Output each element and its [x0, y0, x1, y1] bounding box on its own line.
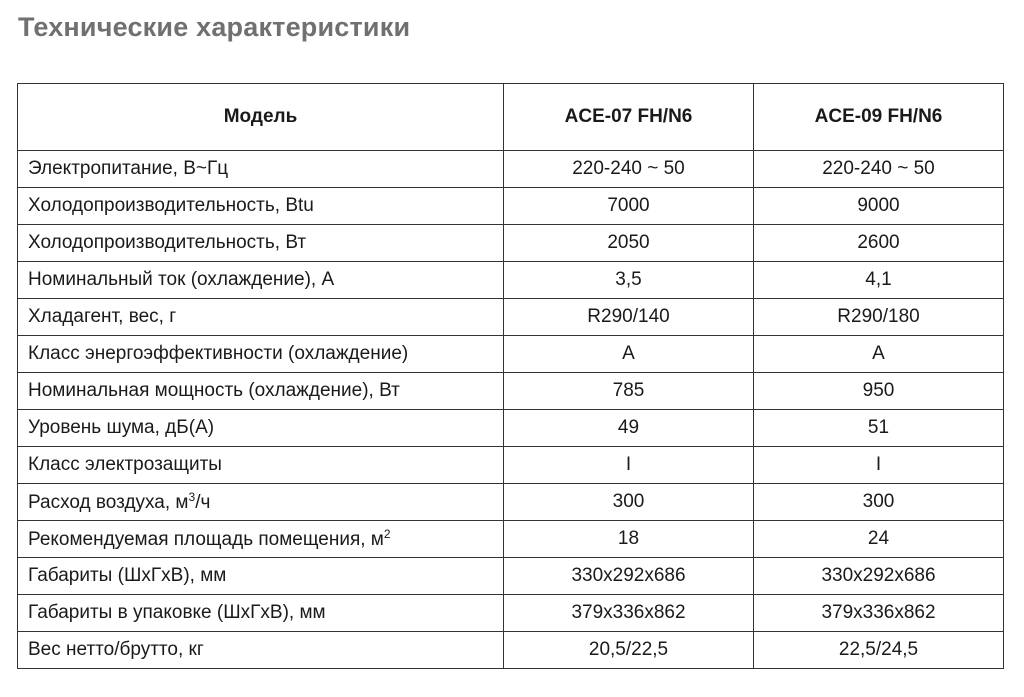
value-model-2: 2600	[754, 225, 1004, 262]
row-label-text: Электропитание, В~Гц	[28, 158, 229, 179]
value-model-1: 49	[504, 410, 754, 447]
row-label	[18, 188, 504, 225]
row-label	[18, 521, 504, 558]
table-row	[18, 410, 1004, 447]
row-label-text: Вес нетто/брутто, кг	[28, 639, 204, 660]
row-label	[18, 262, 504, 299]
row-label	[18, 595, 504, 632]
value-model-1: 220-240 ~ 50	[504, 151, 754, 188]
row-label-text: Номинальный ток (охлаждение), А	[28, 269, 335, 290]
value-model-1: I	[504, 447, 754, 484]
value-model-2: 24	[754, 521, 1004, 558]
header-model-1: ACE-07 FH/N6	[504, 84, 754, 151]
row-label	[18, 484, 504, 521]
row-label-text: Номинальная мощность (охлаждение), Вт	[28, 380, 400, 401]
unit-superscript: 3	[188, 490, 196, 504]
table-row	[18, 595, 1004, 632]
value-model-1: 7000	[504, 188, 754, 225]
value-model-1: 2050	[504, 225, 754, 262]
value-model-2: 4,1	[754, 262, 1004, 299]
row-label	[18, 558, 504, 595]
value-model-1: 20,5/22,5	[504, 632, 754, 669]
page-title: Технические характеристики	[18, 12, 411, 42]
value-model-1: 3,5	[504, 262, 754, 299]
value-model-1: 379x336x862	[504, 595, 754, 632]
unit-superscript: 2	[383, 527, 391, 541]
value-model-2: A	[754, 336, 1004, 373]
value-model-2: 220-240 ~ 50	[754, 151, 1004, 188]
table-row	[18, 188, 1004, 225]
value-model-2: R290/180	[754, 299, 1004, 336]
row-label-text: Рекомендуемая площадь помещения, м	[28, 529, 384, 550]
value-model-1: 300	[504, 484, 754, 521]
value-model-2: 22,5/24,5	[754, 632, 1004, 669]
row-label-text: Класс энергоэффективности (охлаждение)	[28, 343, 409, 364]
header-model-2: ACE-09 FH/N6	[754, 84, 1004, 151]
row-label-text: Габариты (ШхГхВ), мм	[28, 565, 227, 586]
table-row	[18, 558, 1004, 595]
value-model-2: 950	[754, 373, 1004, 410]
value-model-1: 330x292x686	[504, 558, 754, 595]
row-label-text: Холодопроизводительность, Btu	[28, 195, 314, 216]
table-row	[18, 373, 1004, 410]
row-label	[18, 447, 504, 484]
row-label	[18, 151, 504, 188]
value-model-1: 785	[504, 373, 754, 410]
spec-table-body	[18, 151, 1004, 669]
value-model-2: 51	[754, 410, 1004, 447]
table-row	[18, 484, 1004, 521]
table-row	[18, 225, 1004, 262]
row-label-text: Уровень шума, дБ(А)	[28, 417, 215, 438]
row-label-text: Холодопроизводительность, Вт	[28, 232, 307, 253]
row-label	[18, 336, 504, 373]
value-model-2: I	[754, 447, 1004, 484]
value-model-2: 330x292x686	[754, 558, 1004, 595]
table-row	[18, 447, 1004, 484]
table-row	[18, 262, 1004, 299]
table-row	[18, 336, 1004, 373]
value-model-2: 379x336x862	[754, 595, 1004, 632]
row-label	[18, 632, 504, 669]
value-model-1: A	[504, 336, 754, 373]
row-label-text: Габариты в упаковке (ШхГхВ), мм	[28, 602, 326, 623]
row-label	[18, 225, 504, 262]
table-row	[18, 521, 1004, 558]
row-label-text: Расход воздуха, м	[28, 492, 189, 513]
row-label	[18, 410, 504, 447]
row-label-text: Хладагент, вес, г	[28, 306, 177, 327]
table-row	[18, 151, 1004, 188]
table-row	[18, 299, 1004, 336]
value-model-1: R290/140	[504, 299, 754, 336]
row-label	[18, 299, 504, 336]
table-header-row	[18, 84, 1004, 151]
value-model-2: 9000	[754, 188, 1004, 225]
row-label	[18, 373, 504, 410]
row-label-text: Класс электрозащиты	[28, 454, 222, 475]
unit-suffix: /ч	[195, 492, 211, 513]
table-row	[18, 632, 1004, 669]
value-model-1: 18	[504, 521, 754, 558]
value-model-2: 300	[754, 484, 1004, 521]
spec-table	[17, 83, 1004, 669]
header-param: Модель	[18, 84, 504, 151]
